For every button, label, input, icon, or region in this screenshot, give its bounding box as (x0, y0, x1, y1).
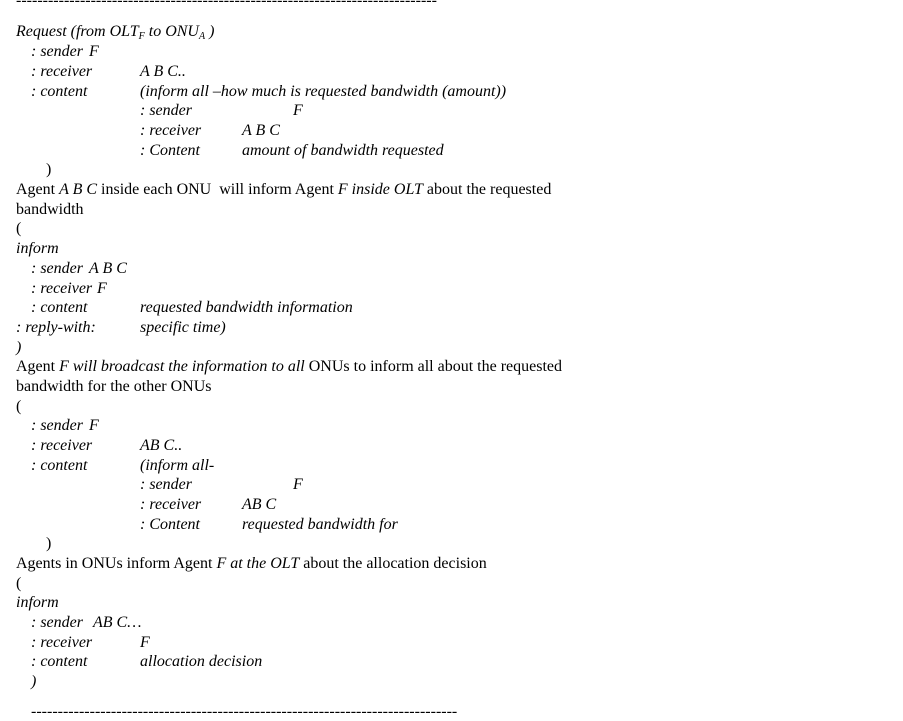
b1-inner-receiver-label: : receiver (140, 122, 202, 139)
b2-reply-value: specific time) (140, 319, 226, 336)
b1-inner-receiver-value: A B C (242, 122, 280, 139)
para2-line2: bandwidth for the other ONUs (16, 378, 212, 395)
b4-content-value: allocation decision (140, 653, 263, 670)
b1-inner-sender-label: : sender (140, 102, 192, 119)
b1-inner-sender-value: F (293, 102, 303, 119)
b4-receiver-label: : receiver (31, 634, 93, 651)
b4-verb: inform (16, 594, 59, 611)
b2-sender-label: : sender (31, 260, 83, 277)
b4-sender-label: : sender (31, 614, 83, 631)
para3-line1: Agents in ONUs inform Agent F at the OLT about the allocation decision (16, 555, 487, 572)
b3-close-paren: ) (46, 535, 52, 552)
b4-receiver-value: F (140, 634, 150, 651)
b1-sender-label: : sender (31, 43, 83, 60)
para2-line1: Agent F will broadcast the information to all ONUs to inform all about the requested (16, 358, 563, 375)
b1-content-label: : content (31, 83, 88, 100)
b3-receiver-value: AB C.. (140, 437, 183, 454)
b3-inner-content-label: : Content (140, 516, 200, 533)
para1-line1: Agent A B C inside each ONU will inform Agent F inside OLT about the requested (16, 181, 552, 198)
b3-sender-value: F (89, 417, 99, 434)
b1-sender-value: F (89, 43, 99, 60)
b3-inner-sender-value: F (293, 476, 303, 493)
b2-open-paren: ( (16, 220, 22, 237)
b2-sender-value: A B C (89, 260, 127, 277)
b4-open-paren: ( (16, 575, 22, 592)
b3-inner-receiver-value: AB C (242, 496, 277, 513)
b1-receiver-label: : receiver (31, 63, 93, 80)
b2-verb: inform (16, 240, 59, 257)
b3-inner-sender-label: : sender (140, 476, 192, 493)
b3-content-value: (inform all- (140, 457, 215, 474)
b4-close-paren: ) (31, 673, 37, 690)
b2-receiver-label: : receiver (31, 280, 93, 297)
b2-close-paren: ) (16, 339, 22, 356)
b2-reply-label: : reply-with: (16, 319, 96, 336)
b1-close-paren: ) (46, 161, 52, 178)
b2-content-label: : content (31, 299, 88, 316)
top-dashed-rule: ------------------------------------------------------------------------------- (16, 0, 437, 9)
b2-content-value: requested bandwidth information (140, 299, 353, 316)
b4-content-label: : content (31, 653, 88, 670)
b1-inner-content-label: : Content (140, 142, 200, 159)
b1-inner-content-value: amount of bandwidth requested (242, 142, 444, 159)
b3-content-label: : content (31, 457, 88, 474)
request-heading: Request (from $OLT_F$ to $ONU_A$ ) (16, 23, 215, 42)
b1-content-value: (inform all –how much is requested bandwidth (amount)) (140, 83, 507, 100)
b3-sender-label: : sender (31, 417, 83, 434)
bottom-dashed-rule: -------------------------------------------------------------------------------- (31, 703, 458, 720)
b3-open-paren: ( (16, 398, 22, 415)
para1-line2: bandwidth (16, 201, 84, 218)
b3-inner-receiver-label: : receiver (140, 496, 202, 513)
b1-receiver-value: A B C.. (140, 63, 186, 80)
b4-sender-value: AB C… (93, 614, 142, 631)
b3-receiver-label: : receiver (31, 437, 93, 454)
b3-inner-content-value: requested bandwidth for (242, 516, 398, 533)
b2-receiver-value: F (97, 280, 107, 297)
